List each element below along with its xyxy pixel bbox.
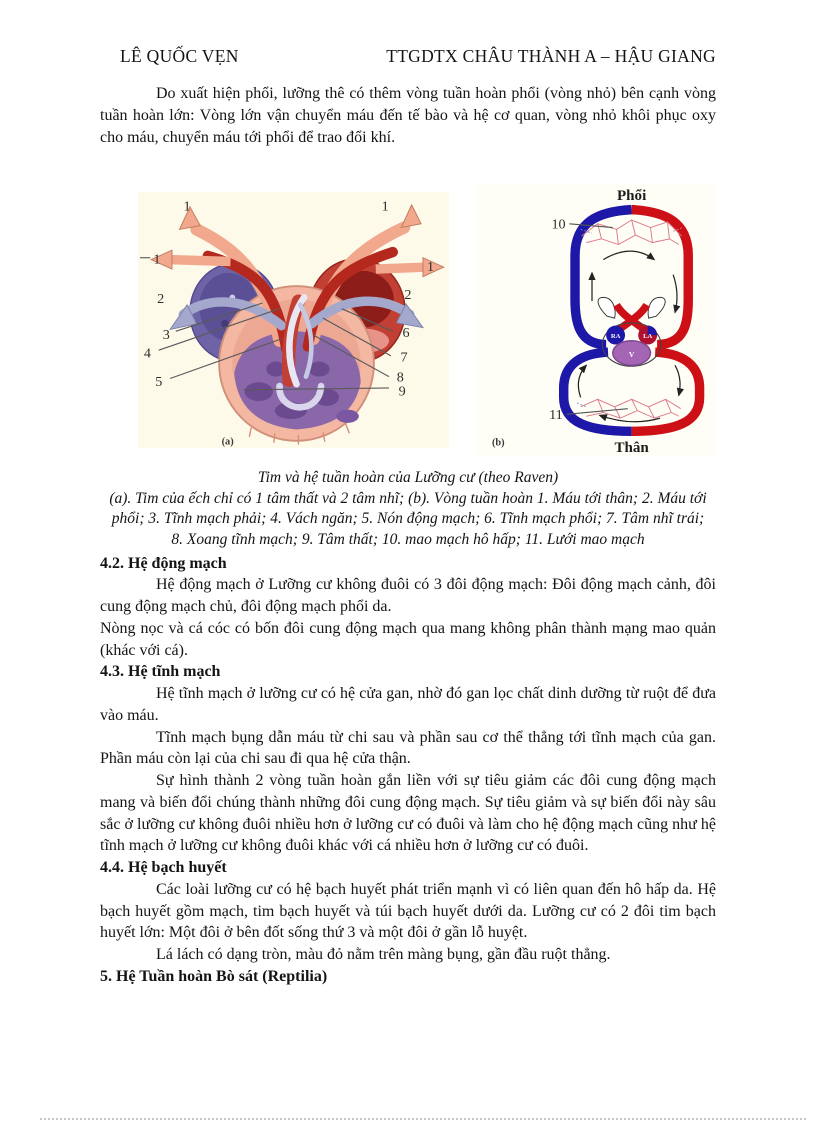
page-bottom-divider <box>40 1118 806 1120</box>
figure-caption-body: (a). Tim của ếch chỉ có 1 tâm thất và 2 tâm nhĩ; (b). Vòng tuần hoàn 1. Máu tới thân; 2. Máu tới phổi; 3. Tĩnh mạch phải; 4. Vách ngăn; 5. Nón động mạch; 6. Tĩnh mạch phổi; 7. Tâm nhĩ trái; 8. Xoang tĩnh mạch; 9. Tâm thất; 10. mao mạch hô hấp; 11. Lưới mao mạch <box>109 489 707 549</box>
document-sections <box>100 553 716 988</box>
circulation-figure <box>475 176 716 464</box>
paragraph: Hệ động mạch ở Lưỡng cư không đuôi có 3 đôi động mạch: Đôi động mạch cảnh, đôi cung động mạch chủ, đôi động mạch phổi da. <box>100 576 716 616</box>
paragraph: Hệ tĩnh mạch ở lưỡng cư có hệ cửa gan, nhờ đó gan lọc chất dinh dưỡng từ ruột để đưa vào máu. <box>100 685 716 724</box>
section-heading-4-3: 4.3. Hệ tĩnh mạch <box>100 663 221 681</box>
label-11: 11 <box>549 407 564 424</box>
label-9: 9 <box>398 383 406 400</box>
label-10: 10 <box>551 216 566 233</box>
label-8: 8 <box>396 369 404 386</box>
right-atrium-label: RA <box>611 333 621 341</box>
label-1-right: 1 <box>426 259 435 276</box>
intro-paragraph: Do xuất hiện phổi, lưỡng thê có thêm vòng tuần hoàn phổi (vòng nhỏ) bên cạnh vòng tuần hoàn lớn: Vòng lớn vận chuyển máu đến tế bào và hệ cơ quan, vòng nhỏ khôi phục oxy cho máu, chuyển máu tới phổi để trao đổi khí. <box>100 85 716 146</box>
label-2-right: 2 <box>404 287 412 304</box>
header-institution: TTGDTX CHÂU THÀNH A – HẬU GIANG <box>386 46 716 66</box>
label-4: 4 <box>143 345 151 362</box>
label-1-left: 1 <box>153 251 161 268</box>
paragraph: Nòng nọc và cá cóc có bốn đôi cung động mạch qua mang không phân thành mạng mao quản (khác với cá). <box>100 619 716 659</box>
paragraph: Các loài lưỡng cư có hệ bạch huyết phát triển mạnh vì có liên quan đến hô hấp da. Hệ bạch huyết gồm mạch, tim bạch huyết và túi bạch huyết dưới da. Lưỡng cư có 2 đôi tim bạch huyết lớn: Một đôi ở bên đốt sống thứ 3 và một đôi ở gần lỗ huyệt. <box>100 880 716 942</box>
label-1-top-left: 1 <box>183 198 191 215</box>
label-3: 3 <box>162 327 170 344</box>
section-heading-4-4: 4.4. Hệ bạch huyết <box>100 859 227 877</box>
figure-caption-title: Tim và hệ tuần hoàn của Lưỡng cư (theo Raven) <box>257 469 559 487</box>
page-header <box>100 46 716 67</box>
figure-row <box>138 176 716 464</box>
section-heading-4-2: 4.2. Hệ động mạch <box>100 554 227 572</box>
section-heading-5: 5. Hệ Tuần hoàn Bò sát (Reptilia) <box>100 967 328 985</box>
body-label: Thân <box>614 440 650 457</box>
label-2-left: 2 <box>157 291 165 308</box>
paragraph: Tĩnh mạch bụng dẫn máu từ chi sau và phần sau cơ thể thẳng tới tĩnh mạch của gan. Phần máu còn lại của chi sau đi qua hệ cửa thận. <box>100 728 716 768</box>
left-atrium-label: LA <box>643 333 653 341</box>
frog-heart-figure <box>138 184 449 456</box>
header-author: LÊ QUỐC VẸN <box>120 46 239 66</box>
label-7: 7 <box>400 349 408 366</box>
ventricle-label: V <box>629 350 635 360</box>
panel-b-label: (b) <box>492 437 506 449</box>
label-6: 6 <box>402 325 410 342</box>
paragraph: Lá lách có dạng tròn, màu đỏ nằm trên màng bụng, gần đầu ruột thẳng. <box>156 946 611 964</box>
lungs-label: Phổi <box>617 188 647 205</box>
panel-a-label: (a) <box>221 436 234 448</box>
figure-caption <box>106 468 710 550</box>
paragraph: Sự hình thành 2 vòng tuần hoàn gắn liền với sự tiêu giảm các đôi cung động mạch mang và biến đổi chúng thành những đôi cung động mạch. Sự tiêu giảm và sự biến đổi này sâu sắc ở lưỡng cư không đuôi nhiều hơn ở lưỡng cư có đuôi và làm cho hệ động mạch cũng như hệ tĩnh mạch ở lưỡng cư không đuôi khác với cá nhiều hơn ở lưỡng cư có đuôi. <box>100 772 716 855</box>
label-5: 5 <box>155 374 163 391</box>
label-1-top-right: 1 <box>381 198 389 215</box>
